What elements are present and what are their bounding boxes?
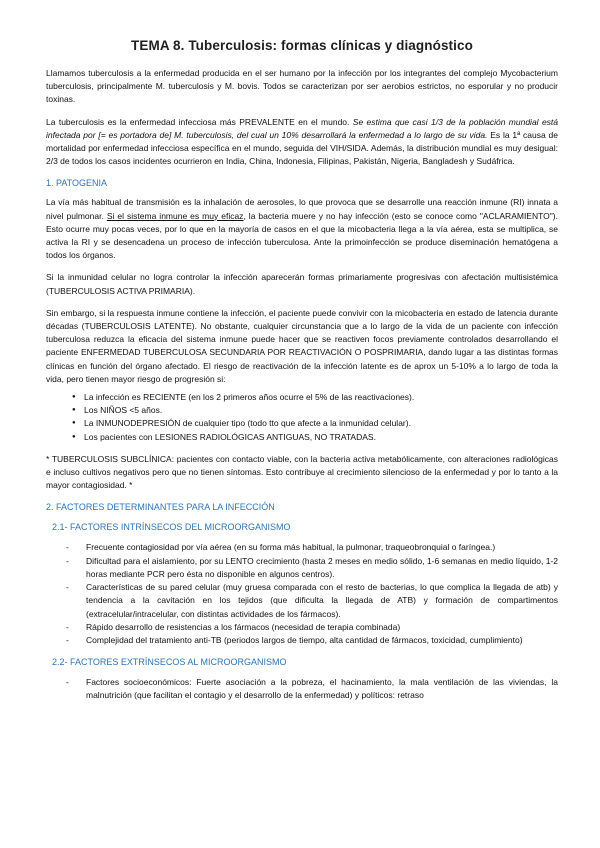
intro2-text-a: La tuberculosis es la enfermedad infecciosa más PREVALENTE en el mundo.: [46, 116, 353, 127]
list-item: - Rápido desarrollo de resistencias a los fármacos (necesidad de terapia combinada): [66, 621, 558, 634]
patogenia-paragraph-2: Si la inmunidad celular no logra controlar la infección aparecerán formas primariamente progresivas con afectación multisistémica (TUBERCULOSIS ACTIVA PRIMARIA).: [46, 272, 558, 296]
list-item: ● Los pacientes con LESIONES RADIOLÓGICAS ANTIGUAS, NO TRATADAS.: [72, 431, 558, 444]
page-title: TEMA 8. Tuberculosis: formas clínicas y diagnóstico: [131, 38, 473, 53]
list-item: - Dificultad para el aislamiento, por su LENTO crecimiento (hasta 2 meses en medio sólido, 1-6 semanas en medio líquido, 1-2 horas mediante PCR pero ésta no disponible en algunos centros).: [66, 555, 558, 581]
list-item: ● La infección es RECIENTE (en los 2 primeros años ocurre el 5% de las reactivaciones).: [72, 391, 558, 404]
risk-factor-list: [46, 391, 558, 444]
document-page: [46, 38, 558, 703]
list-item: - Factores socioeconómicos: Fuerte asociación a la pobreza, el hacinamiento, la mala ventilación de las viviendas, la malnutrición (que facilitan el contagio y el desarrollo de la enfermedad) y políticos: retraso: [66, 676, 558, 702]
intrinsic-factor-list: [46, 541, 558, 647]
list-item: - Características de su pared celular (muy gruesa comparada con el resto de bacterias, lo que complica la llegada de atb) y tendencia a la cavitación en los tejidos (que dificulta la llegada de ATB) y formación de compartimentos (extracelular/intracelular, con distintas actividades de los fármacos).: [66, 581, 558, 621]
list-item: ● Los NIÑOS <5 años.: [72, 404, 558, 417]
intro-paragraph-2: [46, 116, 558, 169]
subsection-heading-extrinsecos: 2.2- FACTORES EXTRÍNSECOS AL MICROORGANISMO: [52, 657, 287, 668]
patogenia-paragraph-3: Sin embargo, si la respuesta inmune contiene la infección, el paciente puede convivir con la micobacteria en estado de latencia durante décadas (TUBERCULOSIS LATENTE). No obstante, cualquier circunstancia que a lo largo de la vida de un paciente con infección tuberculosa reduzca la eficacia del sistema inmune puede hacer que se reactiven focos previamente controlados desarrollando el paciente ENFERMEDAD TUBERCULOSA SECUNDARIA POR REACTIVACIÓN O POSPRIMARIA, dando lugar a las distintas formas clínicas en función del órgano afectado. El riesgo de reactivación de la infección latente es de aprox un 5-10% a lo largo de toda la vida, pero tienen mayor riesgo de progresión si:: [46, 307, 558, 384]
p1-text-b: , la bacteria muere y no hay infección (esto se conoce como "ACLARAMIENTO"). Esto ocurre muy pocas veces, por lo que en la mayoría de casos en el que la micobacteria llega a la vía aérea, esta se multiplica, se activa la RI y se desencadena un proceso de infección tuberculosa. Ante la primoinfección se produce diseminación hematógena a todos los órganos.: [46, 210, 558, 261]
list-item: - Complejidad del tratamiento anti-TB (periodos largos de tiempo, alta cantidad de fármacos, toxicidad, cumplimiento): [66, 634, 558, 647]
section-heading-patogenia: 1. PATOGENIA: [46, 178, 108, 189]
intro2-text-b: Es la 1ª causa de mortalidad por enfermedad infecciosa específica en el mundo, seguida del VIH/SIDA. Además, la distribución mundial es muy desigual: 2/3 de todos los casos incidentes ocurrieron en India, China, Indonesia, Filipinas, Pakistán, Nigeria, Bangladesh y Sudáfrica.: [46, 129, 559, 167]
list-item: - Frecuente contagiosidad por vía aérea (en su forma más habitual, la pulmonar, traqueobronquial o faríngea.): [66, 541, 558, 554]
intro2-italic: Se estima que casi 1/3 de la población mundial está infectada por [= es portadora de] M. tuberculosis, del cual un 10% desarrollará la enfermedad a lo largo de su vida.: [46, 116, 559, 140]
subsection-heading-intrinsecos: 2.1- FACTORES INTRÍNSECOS DEL MICROORGANISMO: [52, 522, 291, 533]
subclinical-note: * TUBERCULOSIS SUBCLÍNICA: pacientes con contacto viable, con la bacteria activa metabólicamente, con alteraciones radiológicas e incluso cultivos negativos pero que no tienen síntomas. Esto contribuye al crecimiento silencioso de la enfermedad y por lo tanto a la mayor contagiosidad. *: [46, 453, 558, 491]
extrinsic-factor-list: [46, 676, 558, 702]
p1-underlined: Si el sistema inmune es muy eficaz: [106, 210, 244, 221]
intro-paragraph-1: Llamamos tuberculosis a la enfermedad producida en el ser humano por la infección por los integrantes del complejo Mycobacterium tuberculosis, principalmente M. tuberculosis y M. bovis. Todos se caracterizan por ser aerobios estrictos, no esporular y no producir toxinas.: [46, 68, 558, 105]
patogenia-paragraph-1: [46, 196, 558, 262]
list-item: ● La INMUNODEPRESIÓN de cualquier tipo (todo tto que afecte a la inmunidad celular).: [72, 417, 558, 430]
p1-text-a: La vía más habitual de transmisión es la inhalación de aerosoles, lo que provoca que se desarrolle una reacción inmune (RI) innata a nivel pulmonar.: [46, 197, 558, 221]
section-heading-factores: 2. FACTORES DETERMINANTES PARA LA INFECCIÓN: [46, 502, 275, 513]
